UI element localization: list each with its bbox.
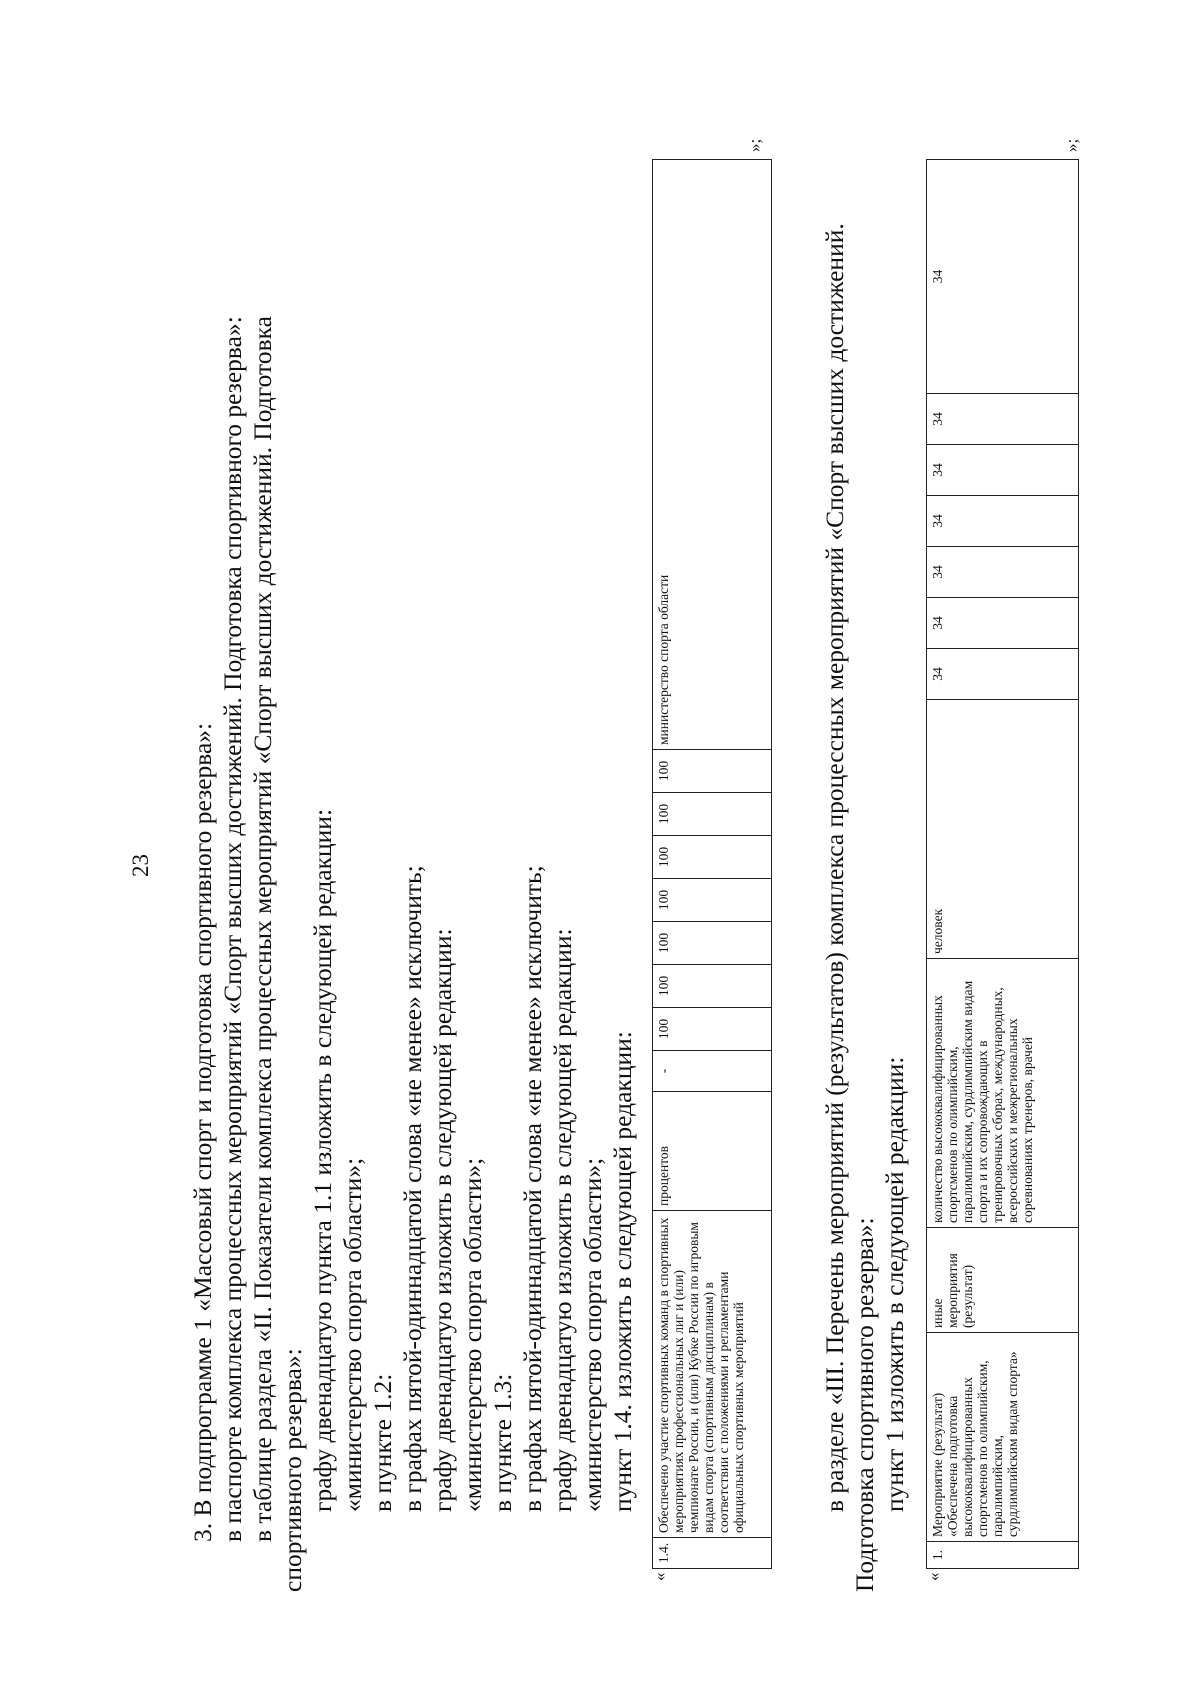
paragraph-line: Подготовка спортивного резерва»: <box>850 1217 879 1592</box>
paragraph-line: в графах пятой-одиннадцатой слова «не менее» исключить; <box>398 865 427 1512</box>
table-row <box>927 160 1079 1569</box>
paragraph-line <box>248 152 278 1542</box>
paragraph-line: графу двенадцатую пункта 1.1 изложить в следующей редакции: <box>308 808 337 1512</box>
paragraph-line: «министерство спорта области»; <box>578 1157 607 1512</box>
table-cell: 100 <box>653 836 772 879</box>
table-cell: 34 <box>927 496 1079 547</box>
table-cell: 100 <box>653 793 772 836</box>
table-cell: 34 <box>927 598 1079 649</box>
table-cell: Мероприятие (результат) «Обеспечена подготовка высококвалифицированных спортсменов по олимпийским, паралимпийским, сурдлимпийским видам спорта» <box>927 1333 1079 1542</box>
close-quote: »; <box>1062 138 1081 152</box>
table-cell: 34 <box>927 445 1079 496</box>
table-cell: процентов <box>653 1092 772 1211</box>
paragraph-line: в паспорте комплекса процессных мероприятий «Спорт высших достижений. Подготовка спортивного резерва»: <box>218 316 247 1542</box>
table-cell: министерство спорта области <box>653 160 772 750</box>
table-row <box>653 160 772 1569</box>
open-quote: « <box>924 1572 943 1581</box>
paragraph-line: пункт 1.4. изложить в следующей редакции: <box>608 1031 637 1512</box>
close-quote: »; <box>745 138 764 152</box>
table-cell: человек <box>927 700 1079 959</box>
paragraph-line: графу двенадцатую изложить в следующей редакции: <box>428 928 457 1512</box>
table-cell: 1. <box>927 1542 1079 1569</box>
table-cell: 1.4. <box>653 1538 772 1569</box>
table-cell: 100 <box>653 750 772 793</box>
open-quote: « <box>650 1572 669 1581</box>
table-cell: 34 <box>927 547 1079 598</box>
page-number: 23 <box>128 854 153 877</box>
paragraph-line: «министерство спорта области»; <box>458 1157 487 1512</box>
paragraph-line: пункт 1 изложить в следующей редакции: <box>880 1056 909 1512</box>
table-cell: 100 <box>653 922 772 965</box>
table-cell: 34 <box>927 649 1079 700</box>
paragraph-line: в пункте 1.2: <box>368 1373 397 1512</box>
table-1 <box>652 159 772 1569</box>
paragraph-line: в разделе «III. Перечень мероприятий (результатов) комплекса процессных мероприятий «Спорт высших достижений. <box>820 223 849 1512</box>
table-2 <box>926 159 1079 1569</box>
table-cell: 100 <box>653 1008 772 1051</box>
table-cell: Обеспечено участие спортивных команд в спортивных мероприятиях профессиональных лиг и (или) чемпионате России, и (или) Кубке России по игровым видам спорта (спортивным дисциплинам) в соответствии с положениями и регламентами официальных спортивных мероприятий <box>653 1211 772 1538</box>
table-cell: 100 <box>653 879 772 922</box>
table-cell: 34 <box>927 394 1079 445</box>
paragraph-line-text: в таблице раздела «II. Показатели комплекса процессных мероприятий «Спорт высших достижений. Подготовка <box>248 316 277 1542</box>
paragraph-line: «министерство спорта области»; <box>338 1157 367 1512</box>
table-cell: - <box>653 1051 772 1092</box>
paragraph-line: в пункте 1.3: <box>488 1373 517 1512</box>
table-cell: количество высококвалифицированных спортсменов по олимпийским, паралимпийским, сурдлимпийским видам спорта и их сопровождающих в тренировочных сборах, международных, всероссийских и межрегиональных соревнованиях тренеров, врачей <box>927 959 1079 1228</box>
paragraph-line: спортивного резерва»: <box>278 1348 307 1592</box>
paragraph-line: 3. В подпрограмме 1 «Массовый спорт и подготовка спортивного резерва»: <box>188 722 217 1542</box>
paragraph-line: в графах пятой-одиннадцатой слова «не менее» исключить; <box>518 865 547 1512</box>
table-cell: 34 <box>927 160 1079 394</box>
paragraph-line: графу двенадцатую изложить в следующей редакции: <box>548 928 577 1512</box>
table-cell: 100 <box>653 965 772 1008</box>
table-cell: иные мероприятия (результат) <box>927 1228 1079 1333</box>
